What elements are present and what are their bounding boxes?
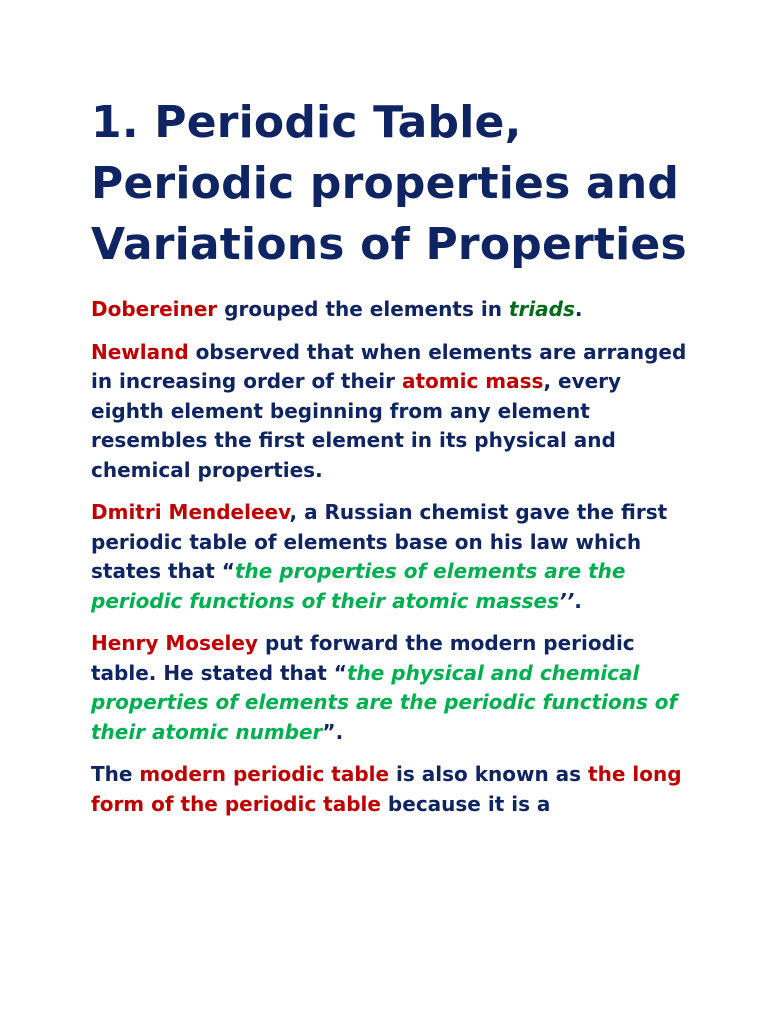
key-term: the long form of the periodic table	[91, 762, 682, 816]
scientist-name: Dmitri Mendeleev	[91, 500, 290, 524]
key-term: modern periodic table	[139, 762, 390, 786]
closing-quote: ’’	[559, 588, 575, 613]
scientist-name: Dobereiner	[91, 297, 218, 321]
paragraph-text: put forward the modern periodic table. He stated that “	[91, 631, 635, 685]
paragraph-text: grouped the elements in	[217, 297, 509, 321]
paragraph-dobereiner	[91, 295, 691, 325]
paragraph-text: observed that when elements are arranged in increasing order of their	[91, 339, 687, 393]
key-term: triads	[508, 297, 575, 321]
punctuation: .	[574, 588, 582, 613]
paragraph-mendeleev	[91, 498, 691, 616]
law-quote: the properties of elements are the periodic functions of their atomic masses	[91, 559, 626, 613]
punctuation: .	[574, 297, 583, 321]
paragraph-text: The	[91, 762, 140, 786]
paragraph-text: because it is a	[380, 791, 551, 816]
paragraph-modern-table	[91, 760, 691, 819]
page-title: 1. Periodic Table, Periodic properties and Variations of Properties	[91, 97, 687, 270]
paragraph-newland	[91, 338, 691, 486]
paragraph-text: is also known as	[389, 762, 589, 786]
document-page	[91, 92, 691, 832]
key-term: atomic mass	[401, 369, 544, 393]
scientist-name: Henry Moseley	[91, 631, 258, 655]
paragraph-moseley	[91, 629, 691, 747]
punctuation: ”.	[322, 719, 344, 744]
scientist-name: Newland	[91, 339, 189, 364]
paragraph-text: , a Russian chemist gave the first periodic table of elements base on his law which states that “	[91, 500, 668, 583]
paragraph-text: , every eighth element beginning from any element resembles the first element in its physical and chemical properties.	[91, 369, 622, 482]
law-quote: the physical and chemical properties of elements are the periodic functions of their atomic number	[91, 660, 678, 744]
